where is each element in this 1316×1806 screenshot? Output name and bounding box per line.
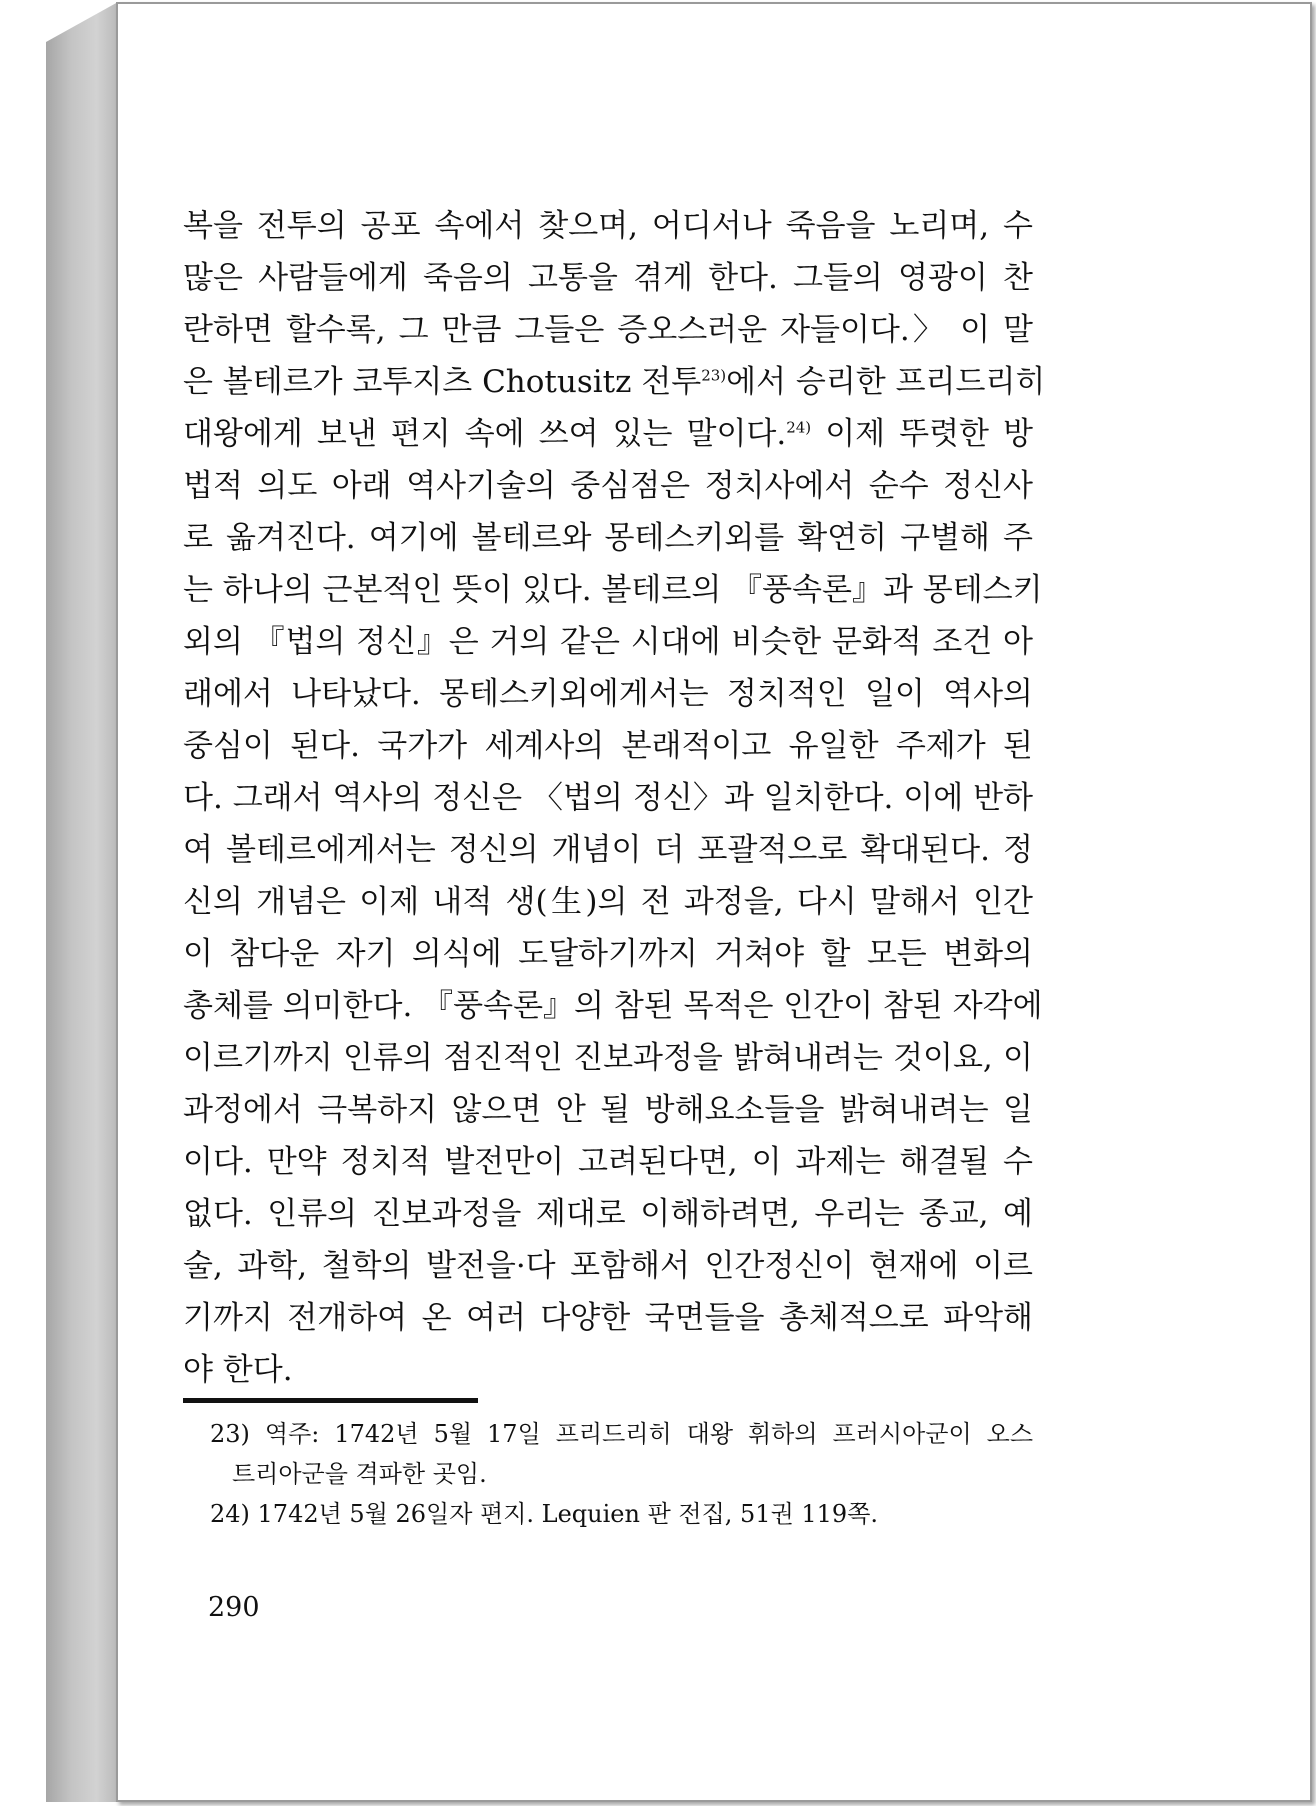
footnote-23-line-2: 트리아군을 격파한 곳임. [232, 1460, 487, 1488]
text-line-11: 중심이 된다. 국가가 세계사의 본래적이고 유일한 주제가 된 [183, 728, 1033, 764]
book-spine [46, 2, 118, 1802]
footnote-24: 24) 1742년 5월 26일자 편지. Lequien 판 전집, 51권 119쪽. [210, 1500, 879, 1528]
footnote-ref-23: 23) [701, 366, 727, 385]
text-line-7: 로 옮겨진다. 여기에 볼테르와 몽테스키외를 확연히 구별해 주 [183, 520, 1033, 556]
text-line-5-after-ref: 이제 뚜렷한 방 [825, 416, 1033, 452]
footnote-ref-24: 24) [786, 418, 812, 437]
text-line-20: 없다. 인류의 진보과정을 제대로 이해하려면, 우리는 종교, 예 [183, 1196, 1033, 1232]
text-line-9: 외의 『법의 정신』은 거의 같은 시대에 비슷한 문화적 조건 아 [183, 624, 1033, 660]
text-line-21: 술, 과학, 철학의 발전을·다 포함해서 인간정신이 현재에 이르 [183, 1248, 1033, 1284]
text-line-17: 이르기까지 인류의 점진적인 진보과정을 밝혀내려는 것이요, 이 [183, 1040, 1033, 1076]
text-line-16: 총체를 의미한다. 『풍속론』의 참된 목적은 인간이 참된 자각에 [183, 988, 1043, 1024]
text-line-4-before-ref: 은 볼테르가 코투지츠 Chotusitz 전투 [183, 364, 702, 400]
text-line-5-before-ref: 대왕에게 보낸 편지 속에 쓰여 있는 말이다. [183, 416, 787, 452]
footnote-23-line-1: 23) 역주: 1742년 5월 17일 프리드리히 대왕 휘하의 프러시아군이 오스 [210, 1420, 1033, 1448]
text-line-14: 신의 개념은 이제 내적 생(生)의 전 과정을, 다시 말해서 인간 [183, 884, 1033, 920]
text-line-22: 기까지 전개하여 온 여러 다양한 국면들을 총체적으로 파악해 [183, 1300, 1033, 1336]
text-line-15: 이 참다운 자기 의식에 도달하기까지 거쳐야 할 모든 변화의 [183, 936, 1033, 972]
text-line-10: 래에서 나타났다. 몽테스키외에게서는 정치적인 일이 역사의 [183, 676, 1033, 712]
text-line-4 [183, 356, 1046, 408]
text-line-12: 다. 그래서 역사의 정신은 〈법의 정신〉과 일치한다. 이에 반하 [183, 780, 1033, 816]
text-line-8: 는 하나의 근본적인 뜻이 있다. 볼테르의 『풍속론』과 몽테스키 [183, 572, 1043, 608]
text-line-1: 복을 전투의 공포 속에서 찾으며, 어디서나 죽음을 노리며, 수 [183, 208, 1033, 244]
text-line-5 [183, 408, 1033, 460]
text-line-3: 란하면 할수록, 그 만큼 그들은 증오스러운 자들이다.〉 이 말 [183, 312, 1033, 348]
text-line-23: 야 한다. [183, 1352, 293, 1388]
text-line-19: 이다. 만약 정치적 발전만이 고려된다면, 이 과제는 해결될 수 [183, 1144, 1033, 1180]
text-line-18: 과정에서 극복하지 않으면 안 될 방해요소들을 밝혀내려는 일 [183, 1092, 1033, 1128]
body-text [183, 200, 1046, 1396]
text-line-2: 많은 사람들에게 죽음의 고통을 겪게 한다. 그들의 영광이 찬 [183, 260, 1033, 296]
page-number: 290 [208, 1592, 260, 1623]
text-line-6: 법적 의도 아래 역사기술의 중심점은 정치사에서 순수 정신사 [183, 468, 1033, 504]
text-line-13: 여 볼테르에게서는 정신의 개념이 더 포괄적으로 확대된다. 정 [183, 832, 1033, 868]
footnotes [210, 1414, 1033, 1534]
text-line-4-after-ref: 에서 승리한 프리드리히 [726, 364, 1046, 400]
footnote-divider [183, 1398, 478, 1403]
